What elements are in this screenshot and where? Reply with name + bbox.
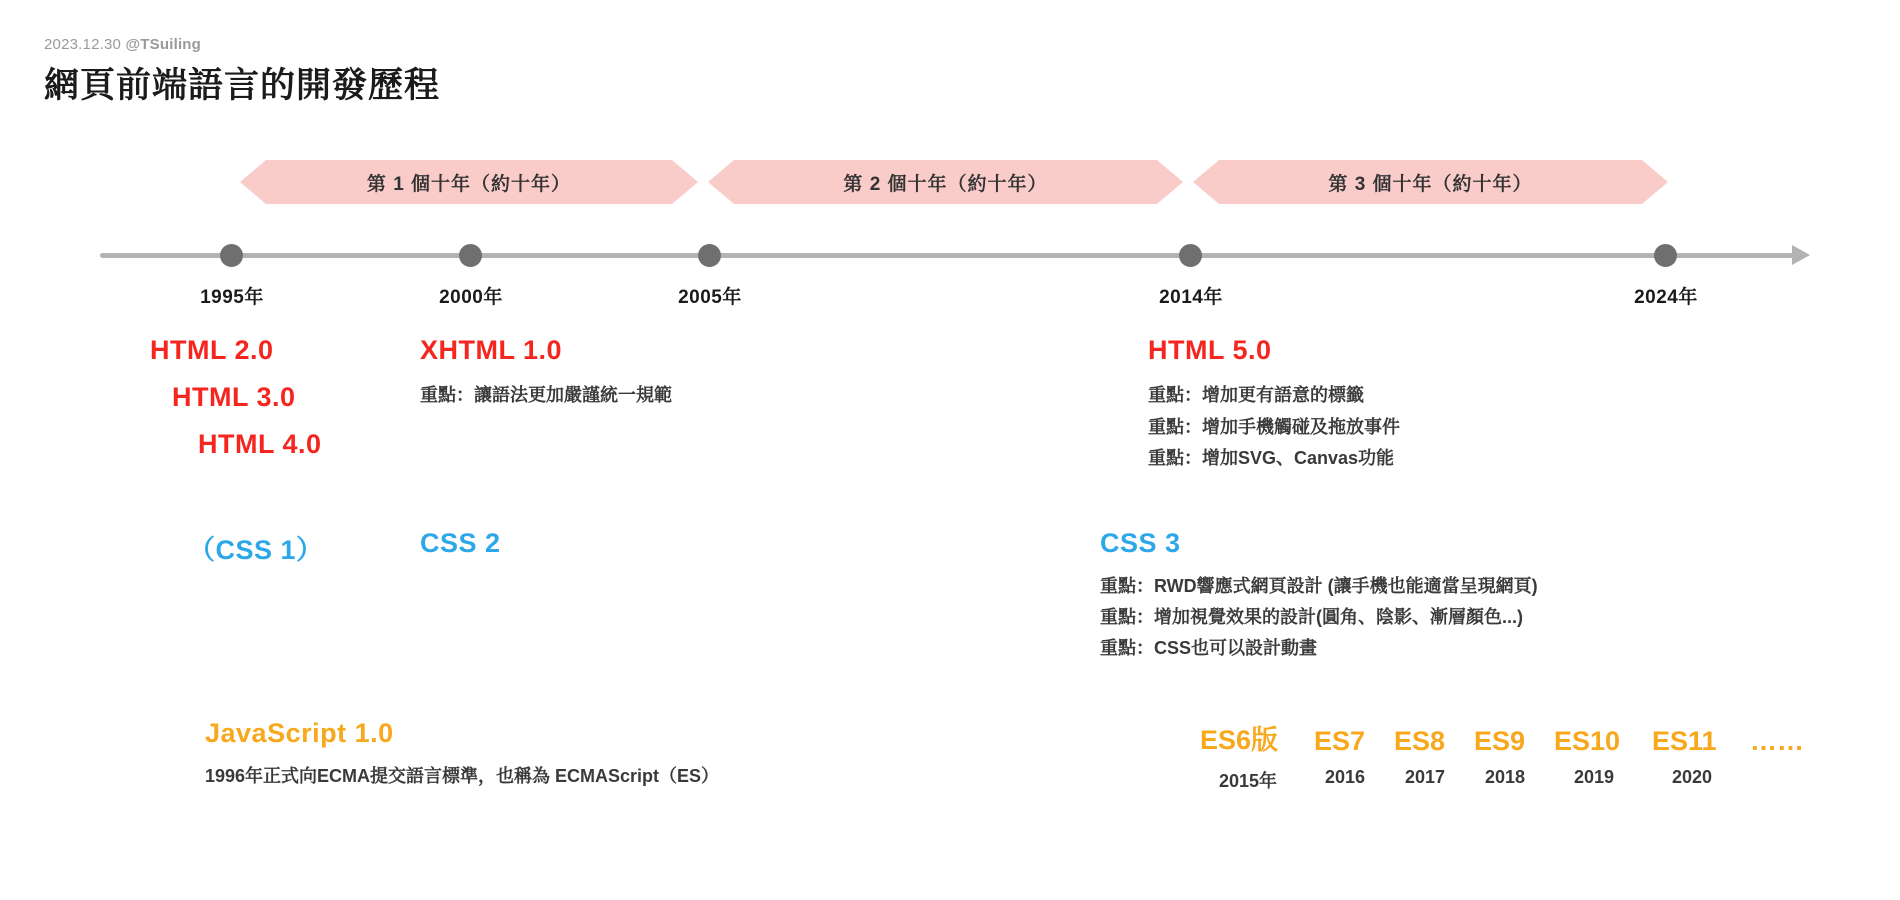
css3-note-3: 重點：CSS也可以設計動畫 [1100, 637, 1318, 658]
tick-label-2000: 2000年 [439, 287, 503, 308]
xhtml-heading: XHTML 1.0 [420, 335, 563, 365]
ecmascript-version-row [1200, 718, 1804, 757]
group-javascript [205, 718, 719, 793]
timeline-dot-1995 [220, 244, 243, 267]
html5-heading: HTML 5.0 [1148, 335, 1272, 365]
es-year-2018: 2018 [1484, 767, 1526, 787]
group-css1 [188, 528, 324, 577]
timeline-axis [100, 253, 1800, 258]
decade-band-3 [1193, 160, 1668, 204]
es11-label: ES11 [1652, 726, 1717, 756]
es7-label: ES7 [1314, 726, 1366, 756]
html5-note-1: 重點：增加更有語意的標籤 [1148, 385, 1364, 405]
decade-label-2: 第 2 個十年（約十年） [843, 173, 1048, 195]
tick-label-1995: 1995年 [200, 287, 264, 308]
es6-label: ES6版 [1200, 725, 1279, 755]
timeline-arrow-icon [1792, 245, 1810, 265]
html-2-label: HTML 2.0 [150, 335, 274, 365]
es9-label: ES9 [1474, 726, 1526, 756]
html5-note-2: 重點：增加手機觸碰及拖放事件 [1148, 416, 1400, 437]
es-year-2020: 2020 [1671, 767, 1713, 787]
timeline-dot-2000 [459, 244, 482, 267]
css3-heading: CSS 3 [1100, 528, 1181, 558]
es-year-2016: 2016 [1324, 767, 1366, 787]
css1-heading: （CSS 1） [188, 535, 324, 565]
group-html-1995 [150, 335, 322, 476]
es-year-2017: 2017 [1404, 767, 1446, 787]
tick-label-2005: 2005年 [678, 287, 742, 308]
decade-label-1: 第 1 個十年（約十年） [366, 173, 572, 195]
group-xhtml-2000 [420, 335, 672, 412]
javascript-heading: JavaScript 1.0 [205, 718, 394, 748]
timeline-dot-2014 [1179, 244, 1202, 267]
html-3-label: HTML 3.0 [172, 382, 296, 412]
timeline-dot-2024 [1654, 244, 1677, 267]
javascript-note: 1996年正式向ECMA提交語言標準，也稱為 ECMAScript（ES） [205, 766, 720, 786]
html-4-label: HTML 4.0 [198, 429, 322, 459]
timeline-dot-2005 [698, 244, 721, 267]
es-year-2019: 2019 [1573, 767, 1615, 787]
es10-label: ES10 [1554, 726, 1621, 756]
decade-band-1 [240, 160, 698, 204]
tick-label-2024: 2024年 [1634, 287, 1698, 308]
date-label: 2023.12.30 [44, 36, 122, 53]
decade-label-3: 第 3 個十年（約十年） [1328, 173, 1533, 195]
es8-label: ES8 [1394, 726, 1446, 756]
meta-line [44, 36, 201, 53]
tick-label-2014: 2014年 [1159, 287, 1223, 308]
decade-band-2 [708, 160, 1183, 204]
css3-note-1: 重點：RWD響應式網頁設計 (讓手機也能適當呈現網頁) [1100, 576, 1538, 596]
group-html5-2014 [1148, 335, 1400, 475]
es-ellipsis-label: …… [1750, 726, 1804, 756]
group-css3 [1100, 528, 1538, 664]
ecmascript-year-row [1200, 767, 1804, 793]
author-handle: @TSuiling [125, 36, 202, 53]
xhtml-note-1: 重點：讓語法更加嚴謹統一規範 [420, 385, 672, 405]
css2-heading: CSS 2 [420, 528, 501, 558]
css3-note-2: 重點：增加視覺效果的設計(圓角、陰影、漸層顏色...) [1100, 606, 1523, 627]
page-title: 網頁前端語言的開發歷程 [44, 66, 441, 105]
html5-note-3: 重點：增加SVG、Canvas功能 [1148, 448, 1395, 468]
group-ecmascript [1200, 718, 1804, 793]
group-css2 [420, 528, 501, 569]
es-year-2015: 2015年 [1218, 771, 1278, 791]
